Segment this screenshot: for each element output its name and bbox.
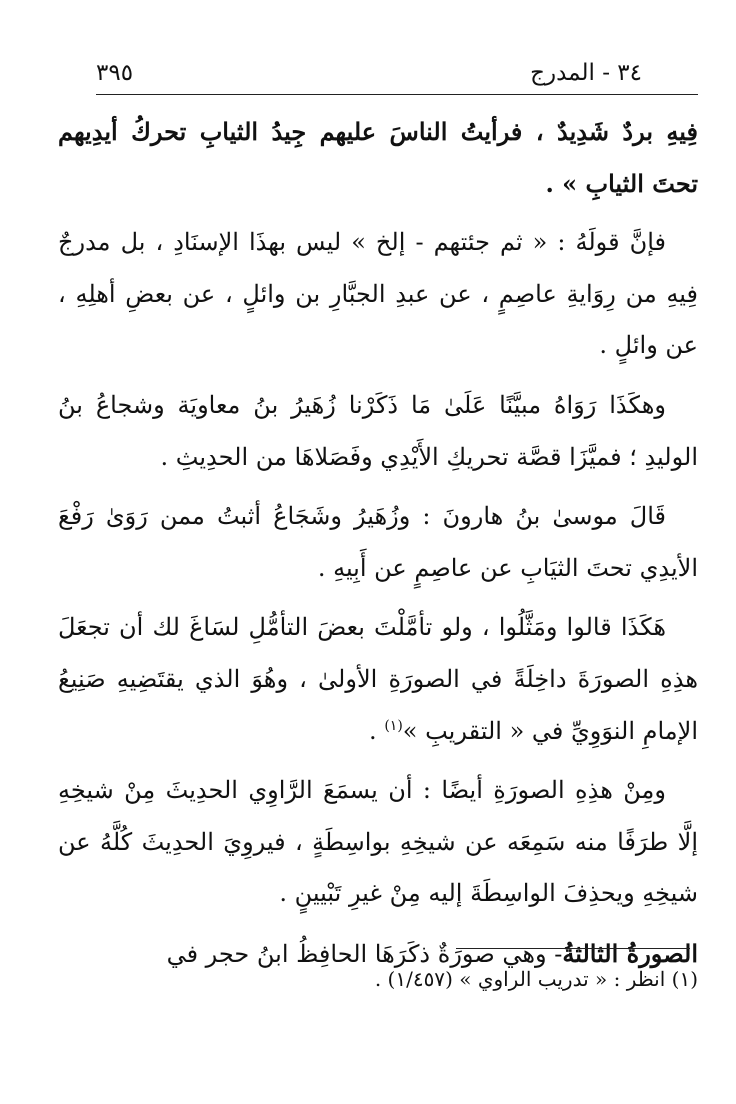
chapter-title: ٣٤ - المدرج [530, 60, 642, 86]
paragraph-5-text: هَكَذَا قالوا ومَثَّلُوا ، ولو تأمَّلْتَ بعضَ التأمُّلِ لسَاغَ لك أن تجعَلَ هذِهِ الصورَةَ داخِلَةً في الصورَةِ الأولىٰ ، وهُوَ الذي يقتَضِيهِ صَنِيعُ الإمامِ النوَوِيِّ في « التقريبِ » [58, 613, 698, 745]
paragraph-1 [58, 106, 698, 209]
heading-separator: - [546, 939, 563, 968]
main-text [58, 106, 698, 981]
paragraph-1-bold-text: فِيهِ بردٌ شَدِيدٌ ، فرأيتُ الناسَ عليهم جِيدُ الثيابِ تحركُ أيدِيهم تحتَ الثيابِ » [58, 117, 698, 198]
paragraph-6: ومِنْ هذِهِ الصورَةِ أيضًا : أن يسمَعَ الرَّاوِي الحدِيثَ مِنْ شيخِهِ إلَّا طرَفًا منه سَمِعَه عن شيخِهِ بواسِطَةٍ ، فيروِيَ الحدِيثَ كُلَّهُ عن شيخِهِ ويحذِفَ الواسِطَةَ إليه مِنْ غيرِ تَبْيينٍ . [58, 776, 698, 908]
paragraph-2: فإنَّ قولَهُ : « ثم جئتهم - إلخ » ليس بهذَا الإسنَادِ ، بل مدرجٌ فِيهِ من رِوَايةِ عاصِمٍ ، عن عبدِ الجبَّارِ بن وائلٍ ، عن بعضِ أهلِهِ ، عن وائلٍ . [58, 228, 698, 360]
footnote-divider [456, 948, 690, 949]
page-number: ٣٩٥ [96, 60, 134, 86]
paragraph-5-end: . [369, 716, 385, 745]
paragraph-4: قَالَ موسىٰ بنُ هارونَ : وزُهَيرُ وشَجَاعُ أثبتُ ممن رَوَىٰ رَفْعَ الأيدِي تحتَ الثيَابِ عن عاصِمٍ عن أَبِيهِ . [58, 502, 698, 582]
paragraph-1-end: . [545, 168, 563, 198]
header-divider [96, 94, 698, 95]
section-heading: الصورةُ الثالثةُ [562, 938, 698, 968]
footnote: (١) انظر : « تدريب الراوي » (١/٤٥٧) . [374, 967, 698, 991]
footnote-reference: (١) [384, 717, 403, 734]
page-header [96, 56, 642, 92]
paragraph-3: وهكَذَا رَوَاهُ مبيَّنًا عَلَىٰ مَا ذَكَرْنا زُهَيرُ بنُ معاويَة وشجاعُ بنُ الوليدِ ؛ فميَّزَا قصَّة تحريكِ الأَيْدِي وفَصَلاهَا من الحدِيثِ . [58, 390, 698, 471]
paragraph-5 [58, 602, 698, 757]
paragraph-7-text: وهي صورَةٌ ذكَرَهَا الحافِظُ ابنُ حجر في [166, 939, 547, 968]
